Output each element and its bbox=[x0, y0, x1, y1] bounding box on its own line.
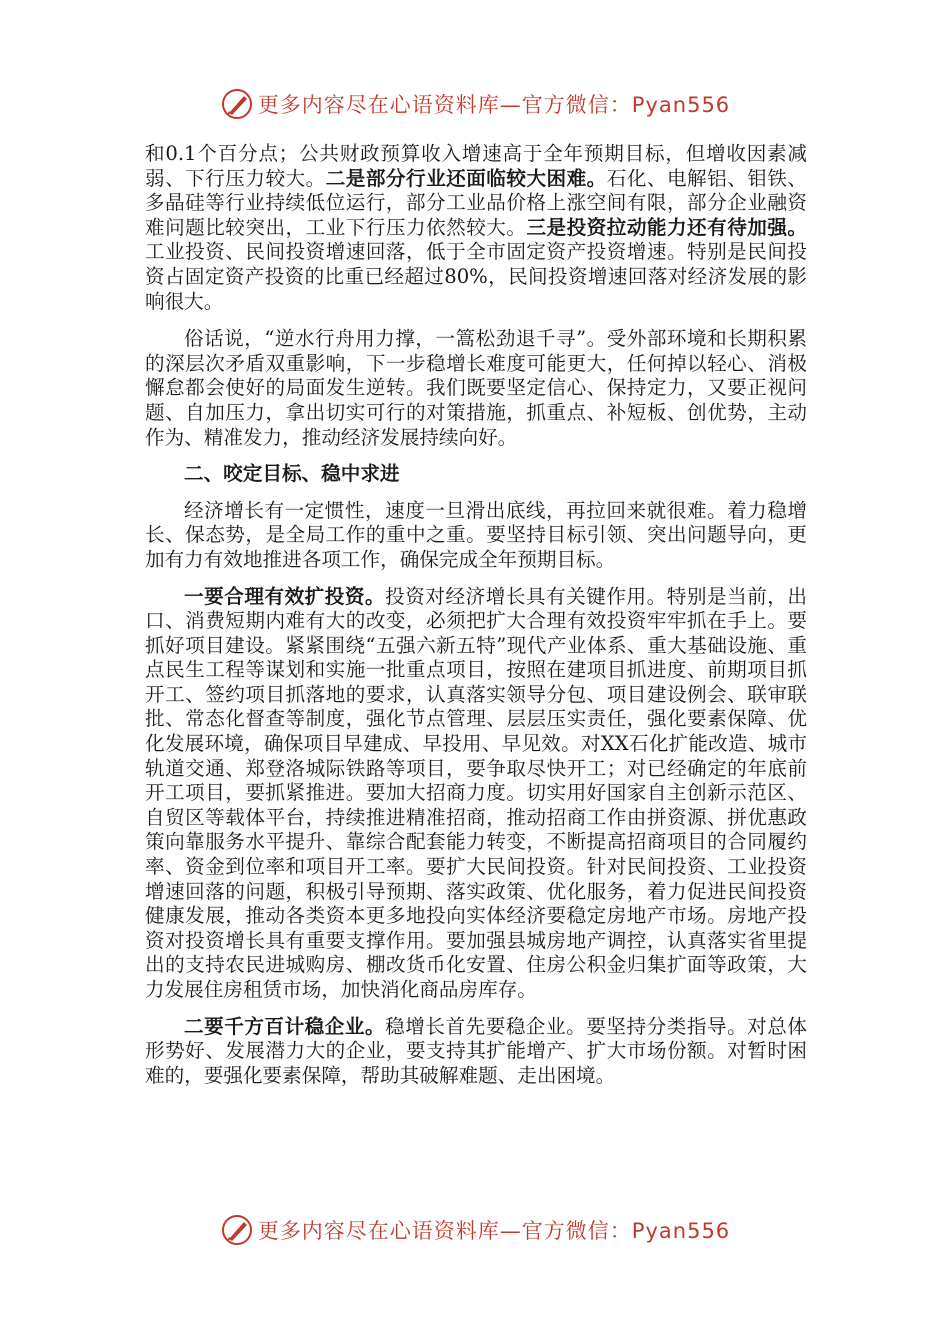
paragraph-investment: 一要合理有效扩投资。投资对经济增长具有关键作用。特别是当前，出口、消费短期内难有大的改变，必须把扩大合理有效投资牢牢抓在手上。要抓好项目建设。紧紧围绕“五强六新五特”现代产业体系、重大基础设施、重点民生工程等谋划和实施一批重点项目，按照在建项目抓进度、前期项目抓开工、签约项目抓落地的要求，认真落实领导分包、项目建设例会、联审联批、常态化督查等制度，强化节点管理、层层压实责任，强化要素保障、优化发展环境，确保项目早建成、早投用、早见效。对XX石化扩能改造、城市轨道交通、郑登洛城际铁路等项目，要争取尽快开工；对已经确定的年底前开工项目，要抓紧推进。要加大招商力度。切实用好国家自主创新示范区、自贸区等载体平台，持续推进精准招商，推动招商工作由拼资源、拼优惠政策向靠服务水平提升、靠综合配套能力转变，不断提高招商项目的合同履约率、资金到位率和项目开工率。要扩大民间投资。针对民间投资、工业投资增速回落的问题，积极引导预期、落实政策、优化服务，着力促进民间投资健康发展，推动各类资本更多地投向实体经济要稳定房地产市场。房地产投资对投资增长具有重要支撑作用。要加强县城房地产调控，认真落实省里提出的支持农民进城购房、棚改货币化安置、住房公积金归集扩面等政策，大力发展住房租赁市场，加快消化商品房库存。 bbox=[145, 584, 808, 1001]
header-banner bbox=[0, 84, 950, 124]
bold-phrase: 三是投资拉动能力还有待加强。 bbox=[526, 215, 808, 239]
bold-lead: 二要千方百计稳企业。 bbox=[184, 1014, 386, 1038]
quill-pen-icon bbox=[220, 1213, 254, 1247]
paragraph-growth: 经济增长有一定惯性，速度一旦滑出底线，再拉回来就很难。着力稳增长、保态势，是全局工作的重中之重。要坚持目标引领、突出问题导向，更加有力有效地推进各项工作，确保完成全年预期目标。 bbox=[145, 498, 807, 571]
banner-text: 更多内容尽在心语资料库—官方微信：Pyan556 bbox=[257, 1219, 731, 1243]
paragraph-enterprise: 二要千方百计稳企业。稳增长首先要稳企业。要坚持分类指导。对总体形势好、发展潜力大的企业，要支持其扩能增产、扩大市场份额。对暂时困难的，要强化要素保障，帮助其破解难题、走出困境。 bbox=[145, 1014, 808, 1087]
quill-pen-icon bbox=[220, 87, 254, 121]
banner-text: 更多内容尽在心语资料库—官方微信：Pyan556 bbox=[257, 93, 731, 117]
footer-banner bbox=[0, 1210, 950, 1250]
section-heading: 二、咬定目标、稳中求进 bbox=[184, 462, 400, 486]
paragraph-proverb: 俗话说，“逆水行舟用力撑，一篙松劲退千寻”。受外部环境和长期积累的深层次矛盾双重影响，下一步稳增长难度可能更大，任何掉以轻心、消极懈怠都会使好的局面发生逆转。我们既要坚定信心、保持定力，又要正视问题、自加压力，拿出切实可行的对策措施，抓重点、补短板、创优势，主动作为、精准发力，推动经济发展持续向好。 bbox=[145, 327, 807, 449]
bold-lead: 一要合理有效扩投资。 bbox=[184, 584, 386, 608]
bold-phrase: 二是部分行业还面临较大困难。 bbox=[325, 166, 607, 190]
paragraph-problems: 和0.1个百分点；公共财政预算收入增速高于全年预期目标，但增收因素减弱、下行压力较大。二是部分行业还面临较大困难。石化、电解铝、钼铁、多晶硅等行业持续低位运行，部分工业品价格上涨空间有限，部分企业融资难问题比较突出，工业下行压力依然较大。三是投资拉动能力还有待加强。工业投资、民间投资增速回落，低于全市固定资产投资增速。特别是民间投资占固定资产投资的比重已经超过80%，民间投资增速回落对经济发展的影响很大。 bbox=[145, 142, 808, 313]
document-body bbox=[145, 142, 807, 1100]
